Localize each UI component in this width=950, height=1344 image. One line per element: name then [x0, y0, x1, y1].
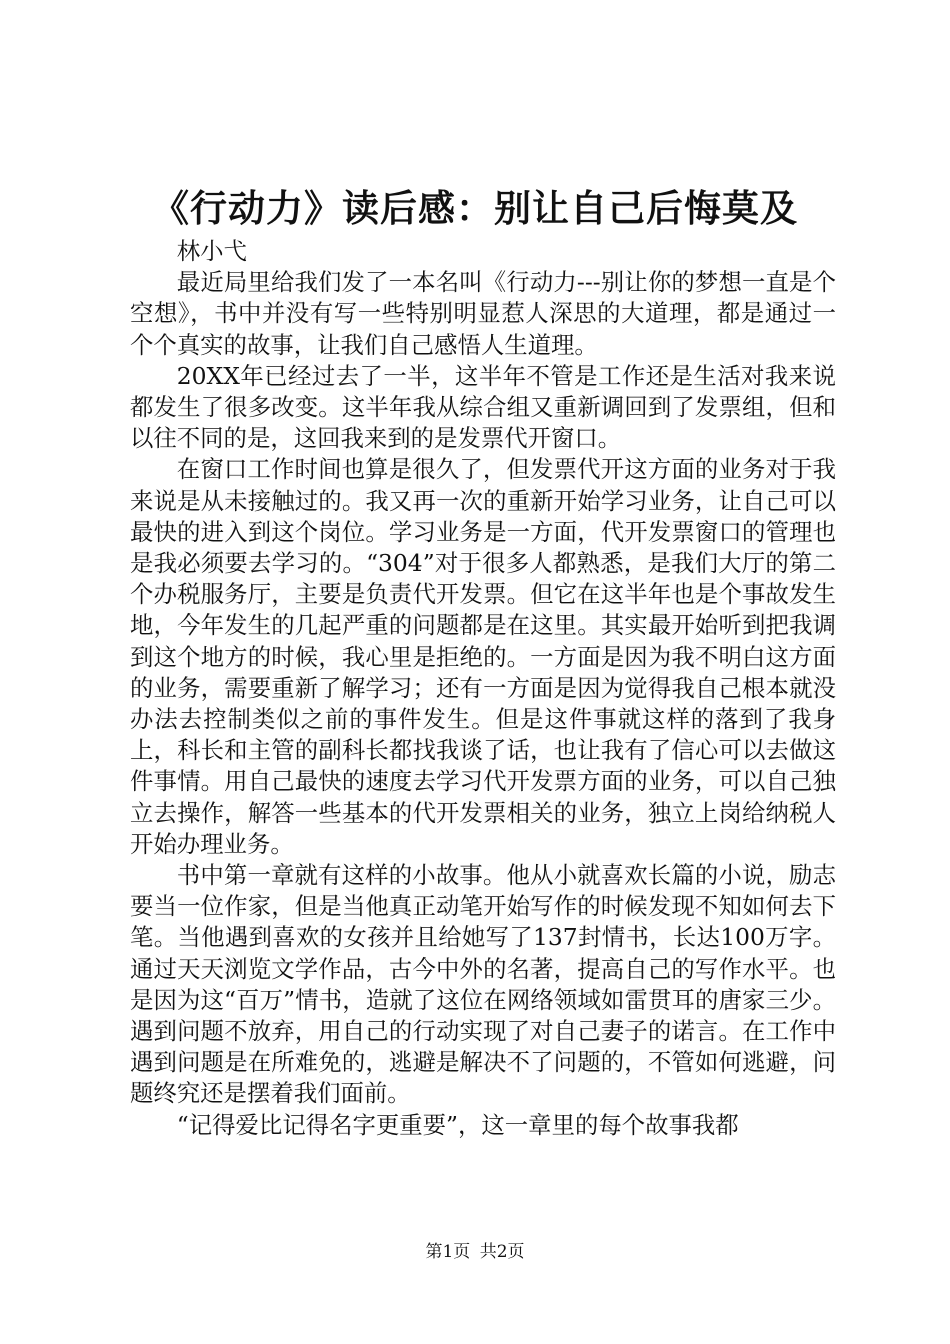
paragraph: 20XX年已经过去了一半，这半年不管是工作还是生活对我来说都发生了很多改变。这半年我从综合组又重新调回到了发票组，但和以往不同的是，这回我来到的是发票代开窗口。 [130, 361, 836, 453]
paragraph: 书中第一章就有这样的小故事。他从小就喜欢长篇的小说，励志要当一位作家，但是当他真正动笔开始写作的时候发现不知如何去下笔。当他遇到喜欢的女孩并且给她写了137封情书，长达100万字。通过天天浏览文学作品，古今中外的名著，提高自己的写作水平。也是因为这“百万”情书，造就了这位在网络领域如雷贯耳的唐家三少。遇到问题不放弃，用自己的行动实现了对自己妻子的诺言。在工作中遇到问题是在所难免的，逃避是解决不了问题的，不管如何逃避，问题终究还是摆着我们面前。 [130, 861, 836, 1108]
document-body [130, 236, 836, 1141]
paragraph: 最近局里给我们发了一本名叫《行动力---别让你的梦想一直是个空想》，书中并没有写一些特别明显惹人深思的大道理，都是通过一个个真实的故事，让我们自己感悟人生道理。 [130, 268, 836, 359]
document-title: 《行动力》读后感：别让自己后悔莫及 [152, 186, 798, 230]
author-name: 林小弋 [176, 237, 247, 265]
total-pages: 共2页 [479, 1242, 525, 1262]
paragraph: 在窗口工作时间也算是很久了，但发票代开这方面的业务对于我来说是从未接触过的。我又再一次的重新开始学习业务，让自己可以最快的进入到这个岗位。学习业务是一方面，代开发票窗口的管理也是我必须要去学习的。“304”对于很多人都熟悉，是我们大厅的第二个办税服务厅，主要是负责代开发票。但它在这半年也是个事故发生地，今年发生的几起严重的问题都是在这里。其实最开始听到把我调到这个地方的时候，我心里是拒绝的。一方面是因为我不明白这方面的业务，需要重新了解学习；还有一方面是因为觉得我自己根本就没办法去控制类似之前的事件发生。但是这件事就这样的落到了我身上，科长和主管的副科长都找我谈了话，也让我有了信心可以去做这件事情。用自己最快的速度去学习代开发票方面的业务，可以自己独立去操作，解答一些基本的代开发票相关的业务，独立上岗给纳税人开始办理业务。 [130, 455, 836, 858]
paragraph: “记得爱比记得名字更重要”，这一章里的每个故事我都 [176, 1110, 739, 1139]
page-footer [0, 1240, 950, 1264]
page-number: 第1页 [425, 1242, 471, 1262]
